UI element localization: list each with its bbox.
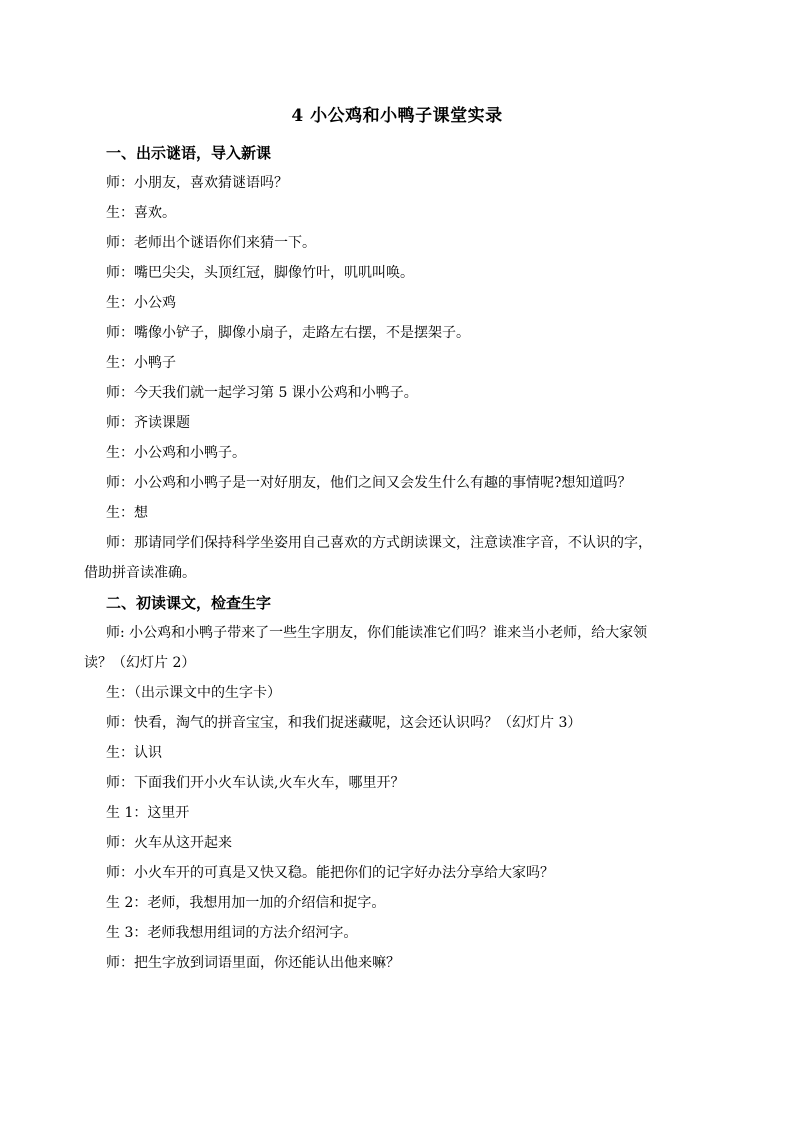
dialogue-line: 生：小公鸡 xyxy=(106,295,176,311)
dialogue-line: 师：那请同学们保持科学坐姿用自己喜欢的方式朗读课文，注意读准字音，不认识的字， xyxy=(106,535,652,551)
dialogue-line-continuation: 借助拼音读准确。 xyxy=(84,565,196,581)
dialogue-line: 生 2：老师，我想用加一加的介绍信和捉字。 xyxy=(106,895,386,911)
dialogue-line: 师：今天我们就一起学习第 5 课小公鸡和小鸭子。 xyxy=(106,385,418,401)
section-heading-2: 二、初读课文，检查生字 xyxy=(106,594,272,612)
dialogue-line: 生：认识 xyxy=(106,745,162,761)
dialogue-line: 师: 小公鸡和小鸭子带来了一些生字朋友，你们能读准它们吗？谁来当小老师，给大家领 xyxy=(106,625,648,641)
dialogue-line: 师：快看，淘气的拼音宝宝，和我们捉迷藏呢，这会还认识吗？（幻灯片 3） xyxy=(106,715,582,731)
dialogue-line-continuation: 读？（幻灯片 2） xyxy=(84,655,196,671)
dialogue-line: 师：嘴像小铲子，脚像小扇子，走路左右摆，不是摆架子。 xyxy=(106,325,470,341)
dialogue-line: 师：火车从这开起来 xyxy=(106,835,232,851)
dialogue-line: 师：齐读课题 xyxy=(106,415,190,431)
dialogue-line: 生：小公鸡和小鸭子。 xyxy=(106,445,246,461)
dialogue-line: 师：小火车开的可真是又快又稳。能把你们的记字好办法分享给大家吗？ xyxy=(106,865,554,881)
dialogue-line: 生：想 xyxy=(106,505,148,521)
dialogue-line: 生 1：这里开 xyxy=(106,805,190,821)
dialogue-line: 师：下面我们开小火车认读,火车火车，哪里开？ xyxy=(106,775,405,791)
dialogue-line: 生：小鸭子 xyxy=(106,355,176,371)
dialogue-line: 师：小公鸡和小鸭子是一对好朋友，他们之间又会发生什么有趣的事情呢?想知道吗？ xyxy=(106,475,632,491)
dialogue-line: 师：嘴巴尖尖，头顶红冠，脚像竹叶，叽叽叫唤。 xyxy=(106,265,414,281)
dialogue-line: 师：把生字放到词语里面，你还能认出他来嘛？ xyxy=(106,955,400,971)
dialogue-line: 师：老师出个谜语你们来猜一下。 xyxy=(106,235,316,251)
section-heading-1: 一、出示谜语，导入新课 xyxy=(106,144,272,162)
dialogue-paragraph xyxy=(84,533,720,584)
document-title: 4 小公鸡和小鸭子课堂实录 xyxy=(291,106,503,126)
dialogue-line: 生 3：老师我想用组词的方法介绍河字。 xyxy=(106,925,358,941)
dialogue-line: 生：（出示课文中的生字卡） xyxy=(106,685,281,701)
dialogue-line: 生：喜欢。 xyxy=(106,205,176,221)
dialogue-paragraph xyxy=(84,623,720,674)
document-body xyxy=(84,143,720,983)
dialogue-line: 师：小朋友，喜欢猜谜语吗？ xyxy=(106,175,288,191)
